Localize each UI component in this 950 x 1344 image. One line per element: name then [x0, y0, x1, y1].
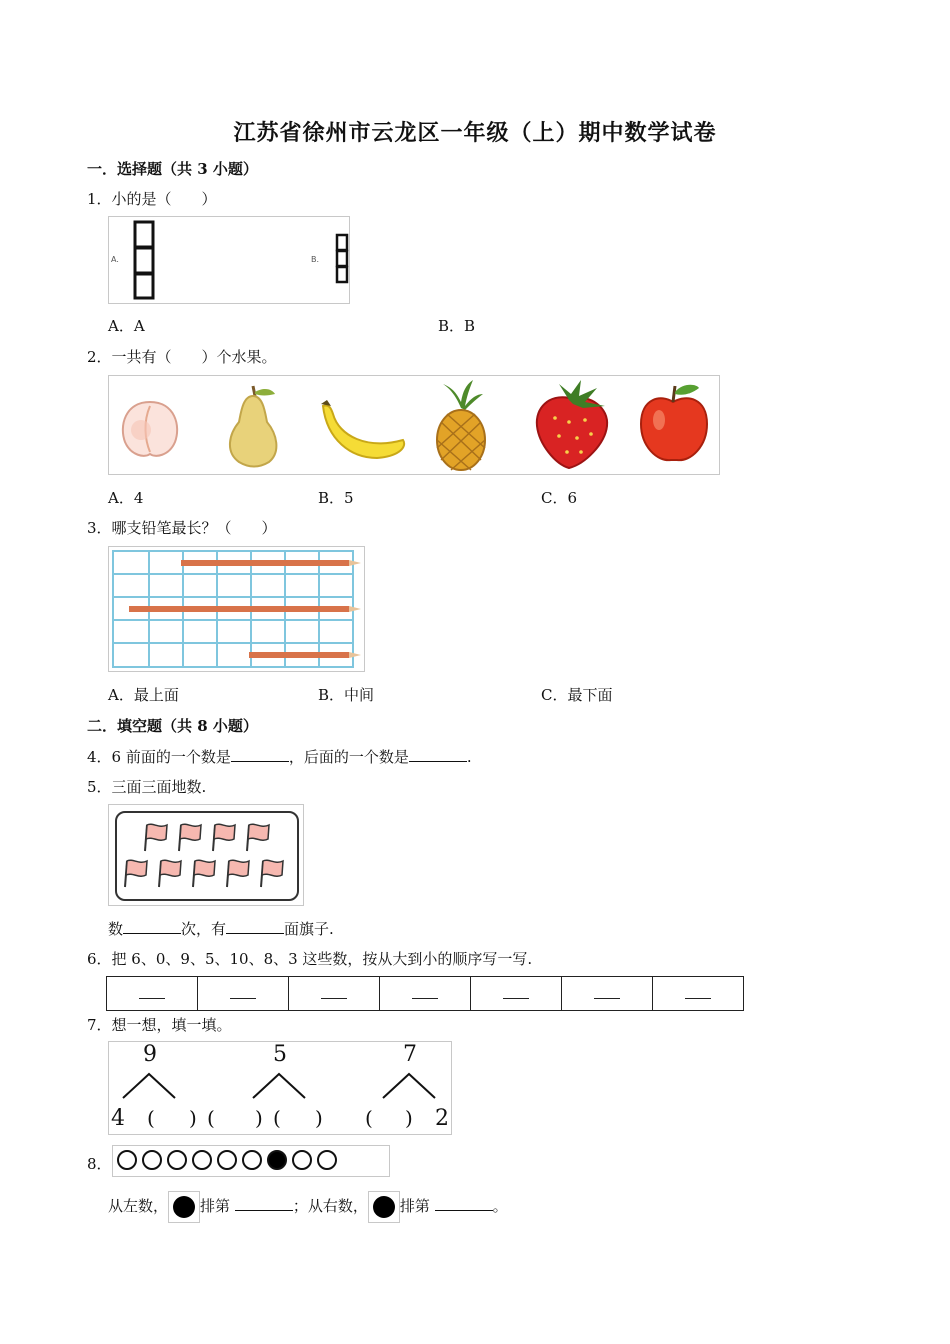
flag-icon	[261, 860, 283, 887]
question-5-part1: 数	[108, 920, 124, 938]
paren-1: (	[147, 1106, 155, 1130]
question-4	[87, 746, 472, 767]
question-2-option-a[interactable]: A．4	[108, 489, 144, 507]
answer-row	[107, 977, 744, 1011]
paren-2: )	[189, 1106, 197, 1130]
flag-icon	[193, 860, 215, 887]
flag-icon	[125, 860, 147, 887]
question-5-answer	[108, 918, 334, 939]
question-8-part1: 从左数，	[108, 1197, 169, 1215]
split-bottom-left: 4	[111, 1106, 125, 1131]
question-8-answer	[108, 1190, 508, 1223]
answer-cell[interactable]	[562, 977, 653, 1011]
split-top-2: 5	[273, 1042, 287, 1067]
split-top-1: 9	[143, 1042, 157, 1067]
black-dot-icon	[168, 1191, 200, 1223]
answer-cell[interactable]	[198, 977, 289, 1011]
answer-cell[interactable]	[289, 977, 380, 1011]
empty-circle-icon	[242, 1150, 262, 1170]
answer-cell[interactable]	[653, 977, 744, 1011]
question-2-option-c[interactable]: C．6	[541, 489, 578, 507]
question-5-blank-flags[interactable]	[226, 919, 284, 934]
question-8-part4: 排第	[399, 1197, 430, 1215]
paren-5: (	[273, 1106, 281, 1130]
filled-circle-icon	[267, 1150, 287, 1170]
answer-blank[interactable]	[139, 988, 165, 999]
black-dot-icon	[368, 1191, 400, 1223]
answer-cell[interactable]	[471, 977, 562, 1011]
question-6-answer-table	[106, 976, 744, 1011]
paren-4: )	[255, 1106, 263, 1130]
section-heading-fill: 二．填空题（共 8 小题）	[87, 717, 258, 735]
figure-label-b: B.	[311, 255, 320, 264]
paren-6: )	[315, 1106, 323, 1130]
answer-cell[interactable]	[107, 977, 198, 1011]
apple-icon	[635, 380, 713, 464]
question-8-part3: ；从右数，	[292, 1197, 368, 1215]
empty-circle-icon	[292, 1150, 312, 1170]
pear-icon	[219, 382, 287, 468]
split-top-3: 7	[403, 1042, 417, 1067]
flag-icon	[247, 824, 269, 851]
answer-blank[interactable]	[503, 988, 529, 999]
question-1-figure	[108, 216, 350, 304]
question-8-stem: 8．	[87, 1155, 112, 1173]
banana-icon	[317, 396, 409, 462]
answer-cell[interactable]	[380, 977, 471, 1011]
pineapple-icon	[431, 378, 491, 472]
pencil-bottom	[249, 652, 361, 658]
question-8-part2: 排第	[200, 1197, 231, 1215]
question-8-figure	[112, 1145, 390, 1177]
question-4-part1: 4．6 前面的一个数是	[87, 748, 231, 766]
pencil-middle	[129, 606, 361, 612]
question-8-blank-left[interactable]	[235, 1196, 293, 1211]
empty-circle-icon	[217, 1150, 237, 1170]
answer-blank[interactable]	[594, 988, 620, 999]
question-4-part3: .	[466, 748, 472, 766]
question-5-stem: 5．三面三面地数.	[87, 778, 207, 796]
page-title: 江苏省徐州市云龙区一年级（上）期中数学试卷	[233, 120, 717, 146]
question-3-option-b[interactable]: B．中间	[318, 686, 375, 704]
question-7-stem: 7．想一想，填一填。	[87, 1016, 232, 1034]
flag-icon	[179, 824, 201, 851]
question-5-part2: 次，有	[181, 920, 227, 938]
flag-icon	[227, 860, 249, 887]
figure-label-a: A.	[111, 255, 119, 264]
paren-3: (	[207, 1106, 215, 1130]
empty-circle-icon	[167, 1150, 187, 1170]
question-5-part3: 面旗子.	[284, 920, 334, 938]
question-3-figure	[108, 546, 365, 672]
short-rectangles-icon	[335, 233, 349, 285]
question-5-blank-times[interactable]	[123, 919, 181, 934]
pencil-top	[181, 560, 361, 566]
empty-circle-icon	[142, 1150, 162, 1170]
question-1-stem: 1．小的是（ ）	[87, 190, 217, 208]
question-2-figure	[108, 375, 720, 475]
answer-blank[interactable]	[412, 988, 438, 999]
empty-circle-icon	[117, 1150, 137, 1170]
empty-circle-icon	[317, 1150, 337, 1170]
question-4-blank-after[interactable]	[409, 747, 467, 762]
question-3-option-a[interactable]: A．最上面	[108, 686, 179, 704]
answer-blank[interactable]	[685, 988, 711, 999]
question-2-option-b[interactable]: B．5	[318, 489, 354, 507]
question-5-figure	[108, 804, 304, 906]
answer-blank[interactable]	[230, 988, 256, 999]
flags-group	[109, 805, 303, 905]
question-4-blank-before[interactable]	[231, 747, 289, 762]
question-1-option-b[interactable]: B．B	[438, 317, 476, 335]
circle-row	[117, 1150, 342, 1170]
question-6-stem: 6．把 6、0、9、5、10、8、3 这些数，按从大到小的顺序写一写.	[87, 950, 533, 968]
question-8-blank-right[interactable]	[435, 1196, 493, 1211]
strawberry-icon	[529, 378, 615, 470]
section-heading-choice: 一．选择题（共 3 小题）	[87, 160, 258, 178]
question-8-part5: 。	[492, 1197, 508, 1215]
flag-icon	[159, 860, 181, 887]
paren-8: )	[405, 1106, 413, 1130]
question-3-stem: 3．哪支铅笔最长？（ ）	[87, 519, 277, 537]
flag-icon	[145, 824, 167, 851]
tall-rectangles-icon	[133, 220, 155, 300]
flag-icon	[213, 824, 235, 851]
question-3-option-c[interactable]: C．最下面	[541, 686, 613, 704]
paren-7: (	[365, 1106, 373, 1130]
empty-circle-icon	[192, 1150, 212, 1170]
question-7-figure	[108, 1041, 452, 1135]
question-4-part2: ，后面的一个数是	[288, 748, 409, 766]
split-bottom-right: 2	[435, 1106, 449, 1131]
answer-blank[interactable]	[321, 988, 347, 999]
question-2-stem: 2．一共有（ ）个水果。	[87, 348, 277, 366]
pencil-grid	[109, 547, 364, 671]
question-1-option-a[interactable]: A．A	[108, 317, 145, 335]
peach-icon	[115, 394, 185, 462]
